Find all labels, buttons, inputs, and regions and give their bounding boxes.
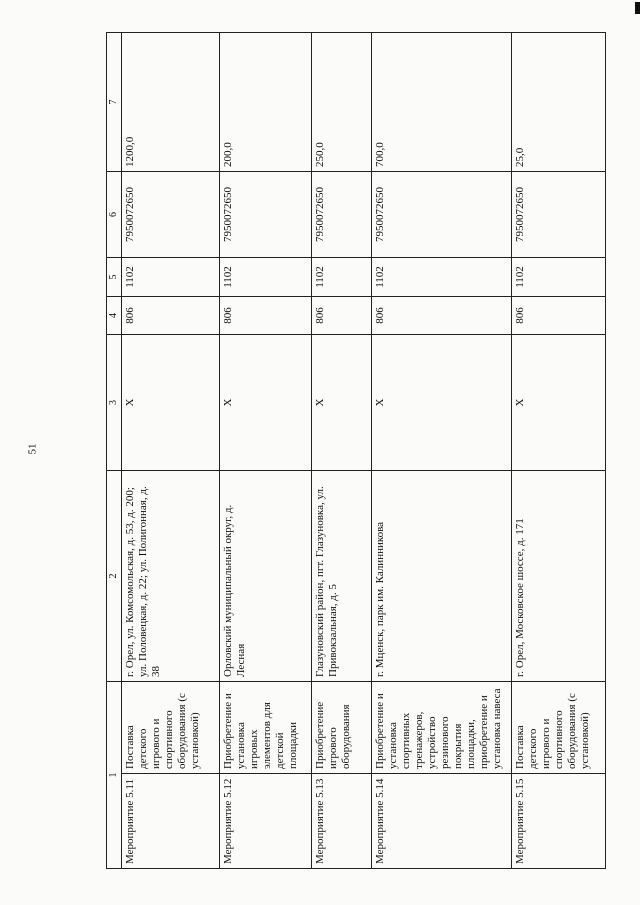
table-row	[372, 33, 512, 869]
table-row	[122, 33, 220, 869]
col4-cell: 806	[372, 297, 512, 335]
header-cell-1: 1	[107, 682, 122, 869]
table-row	[512, 33, 606, 869]
page-number: 51	[26, 443, 39, 455]
address-cell: г. Орел, ул. Комсомольская, д. 53, д. 200; ул. Половецкая, д. 22; ул. Полигонная, д. 38	[122, 471, 220, 682]
col4-cell: 806	[312, 297, 372, 335]
col4-cell: 806	[122, 297, 220, 335]
event-cell: Мероприятие 5.12	[219, 774, 311, 869]
header-cell-7: 7	[107, 33, 122, 172]
header-cell-4: 4	[107, 297, 122, 335]
col5-cell: 1102	[372, 258, 512, 297]
col6-cell: 7950072650	[512, 172, 606, 258]
header-cell-6: 6	[107, 172, 122, 258]
header-cell-2: 2	[107, 471, 122, 682]
col3-cell: Х	[122, 335, 220, 471]
address-cell: Орловский муниципальный округ, д. Лесная	[219, 471, 311, 682]
col6-cell: 7950072650	[312, 172, 372, 258]
table-row	[312, 33, 372, 869]
amount-cell: 25,0	[512, 33, 606, 172]
description-cell: Приобретение и установка игровых элементов для детской площадки	[219, 682, 311, 774]
amount-cell: 200,0	[219, 33, 311, 172]
event-cell: Мероприятие 5.11	[122, 774, 220, 869]
col3-cell: Х	[372, 335, 512, 471]
description-cell: Приобретение и установка спортивных тренажеров, устройство резинового покрытия площадки, приобретение и установка навеса	[372, 682, 512, 774]
col4-cell: 806	[219, 297, 311, 335]
description-cell: Поставка детского игрового и спортивного оборудования (с установкой)	[512, 682, 606, 774]
col6-cell: 7950072650	[122, 172, 220, 258]
address-cell: г. Орел, Московское шоссе, д. 171	[512, 471, 606, 682]
col6-cell: 7950072650	[372, 172, 512, 258]
budget-table	[106, 32, 606, 869]
col3-cell: Х	[219, 335, 311, 471]
amount-cell: 700,0	[372, 33, 512, 172]
col5-cell: 1102	[312, 258, 372, 297]
col6-cell: 7950072650	[219, 172, 311, 258]
budget-table-container	[106, 33, 606, 869]
description-cell: Приобретение игрового оборудования	[312, 682, 372, 774]
col5-cell: 1102	[219, 258, 311, 297]
event-cell: Мероприятие 5.13	[312, 774, 372, 869]
address-cell: Глазуновский район, пгт. Глазуновка, ул. Привокзальная, д. 5	[312, 471, 372, 682]
col4-cell: 806	[512, 297, 606, 335]
amount-cell: 1200,0	[122, 33, 220, 172]
header-cell-3: 3	[107, 335, 122, 471]
table-row	[219, 33, 311, 869]
scan-edge-mark	[635, 2, 640, 14]
event-cell: Мероприятие 5.14	[372, 774, 512, 869]
col5-cell: 1102	[512, 258, 606, 297]
header-row	[107, 33, 122, 869]
description-cell: Поставка детского игрового и спортивного оборудования (с установкой)	[122, 682, 220, 774]
header-cell-5: 5	[107, 258, 122, 297]
event-cell: Мероприятие 5.15	[512, 774, 606, 869]
col3-cell: Х	[512, 335, 606, 471]
address-cell: г. Мценск, парк им. Калинникова	[372, 471, 512, 682]
col3-cell: Х	[312, 335, 372, 471]
rotated-table-frame	[106, 33, 606, 869]
amount-cell: 250,0	[312, 33, 372, 172]
col5-cell: 1102	[122, 258, 220, 297]
